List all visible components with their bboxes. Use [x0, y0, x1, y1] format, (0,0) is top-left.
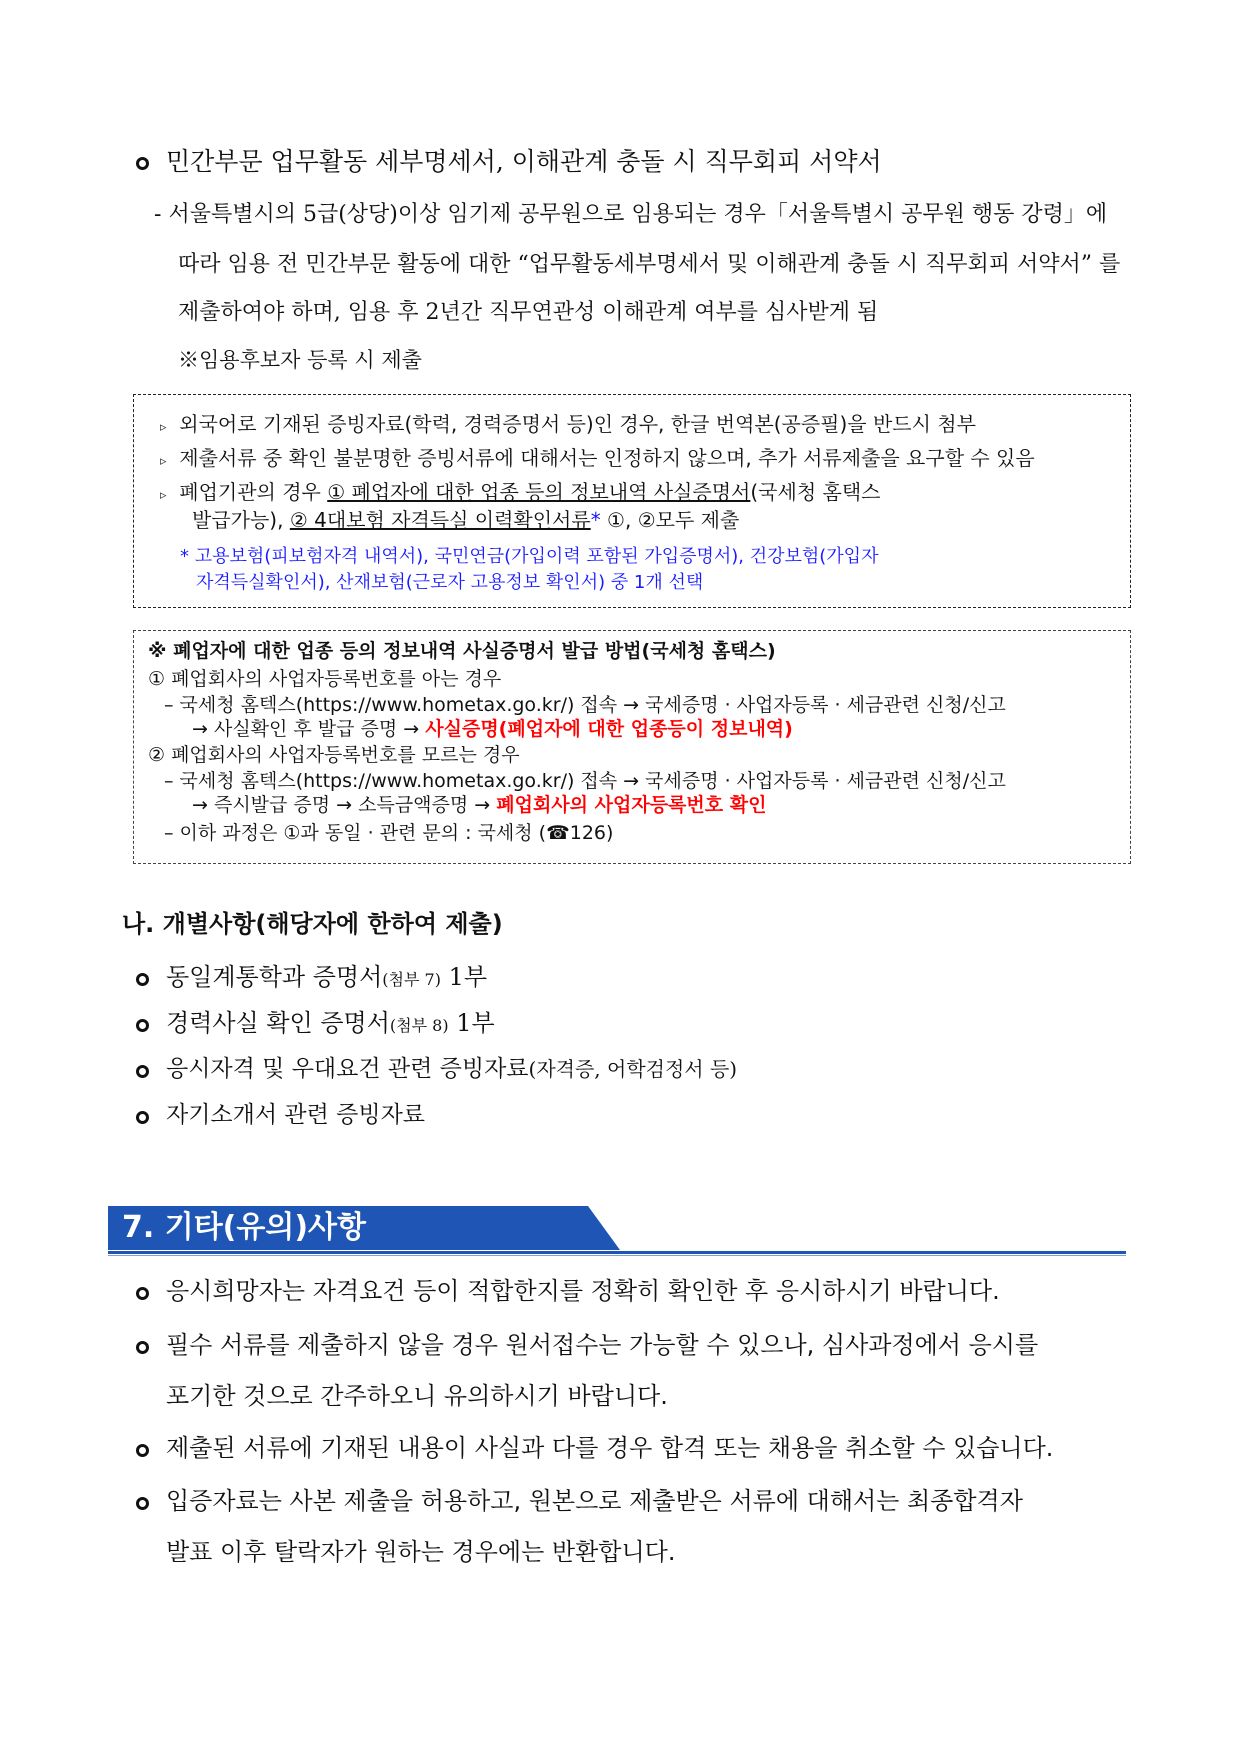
note-text: ※임용후보자 등록 시 제출	[178, 348, 422, 372]
guide-case: ② 폐업회사의 사업자등록번호를 모르는 경우	[148, 744, 520, 766]
bullet-circle	[136, 1444, 149, 1457]
list-item-text: 동일계통학과 증명서	[166, 963, 383, 991]
section-heading: 나. 개별사항(해당자에 한하여 제출)	[122, 910, 503, 938]
list-item-note: (첨부 8)	[389, 1016, 449, 1035]
bullet-circle	[136, 1065, 149, 1078]
notice-paragraph: 응시희망자는 자격요건 등이 적합한지를 정확히 확인한 후 응시하시기 바랍니다.	[166, 1277, 1000, 1305]
paragraph-line: 제출하여야 하며, 임용 후 2년간 직무연관성 이해관계 여부를 심사받게 됨	[178, 300, 879, 325]
section-title: 7. 기타(유의)사항	[122, 1210, 367, 1245]
underlined-text: ② 4대보험 자격득실 이력확인서류	[289, 508, 591, 532]
guide-step: – 이하 과정은 ①과 동일 · 관련 문의 : 국세청 (☎126)	[164, 822, 614, 844]
guide-step	[192, 717, 793, 741]
paragraph-line: 따라 임용 전 민간부문 활동에 대한 “업무활동세부명세서 및 이해관계 충돌 시 직무회피 서약서” 를	[178, 252, 1121, 277]
footnote: 자격득실확인서), 산재보험(근로자 고용정보 확인서) 중 1개 선택	[196, 572, 704, 593]
guide-step: – 국세청 홈텍스(https://www.hometax.go.kr/) 접속 → 국세증명 · 사업자등록 · 세금관련 신청/신고	[164, 770, 1006, 792]
notice-item-text: 발급가능),	[192, 508, 290, 532]
highlight-text: 폐업회사의 사업자등록번호 확인	[496, 794, 767, 816]
guide-case: ① 폐업회사의 사업자등록번호를 아는 경우	[148, 668, 502, 690]
notice-paragraph: 발표 이후 탈락자가 원하는 경우에는 반환합니다.	[166, 1538, 676, 1566]
list-item-note: (첨부 7)	[382, 970, 441, 989]
list-item	[166, 1008, 495, 1041]
triangle-icon: ▹	[160, 420, 167, 435]
notice-item	[160, 411, 976, 441]
bullet-circle	[136, 1341, 149, 1354]
bullet-circle	[136, 1287, 149, 1300]
footnote: * 고용보험(피보험자격 내역서), 국민연금(가입이력 포함된 가입증명서), 건강보험(가입자	[180, 546, 879, 567]
dash-text: 서울특별시의 5급(상당)이상 임기제 공무원으로 임용되는 경우「서울특별시 공무원 행동 강령」에	[168, 202, 1108, 227]
bullet-circle	[136, 157, 149, 170]
notice-item	[160, 479, 880, 509]
bullet-circle	[136, 973, 149, 986]
guide-step-text: → 사실확인 후 발급 증명 →	[192, 718, 426, 740]
list-item	[166, 1054, 737, 1084]
underlined-text: ① 폐업자에 대한 업종 등의 정보내역 사실증명서	[327, 480, 751, 504]
bullet-circle	[136, 1111, 149, 1124]
list-item-text: 1부	[448, 1009, 495, 1037]
list-item	[166, 962, 487, 995]
heading-business-statement: 민간부문 업무활동 세부명세서, 이해관계 충돌 시 직무회피 서약서	[166, 147, 882, 176]
bullet-circle	[136, 1497, 149, 1510]
dash-paragraph: - 서울특별시의 5급(상당)이상 임기제 공무원으로 임용되는 경우「서울특별시 공무원 행동 강령」에	[154, 202, 1108, 227]
notice-item-text: ①, ②모두 제출	[600, 508, 740, 532]
guide-step-text: → 즉시발급 증명 → 소득금액증명 →	[192, 794, 497, 816]
notice-item-text: (국세청 홈택스	[750, 480, 881, 504]
guide-step	[192, 793, 766, 817]
notice-paragraph: 제출된 서류에 기재된 내용이 사실과 다를 경우 합격 또는 채용을 취소할 수 있습니다.	[166, 1434, 1054, 1462]
notice-item-text: 외국어로 기재된 증빙자료(학력, 경력증명서 등)인 경우, 한글 번역본(공증필)을 반드시 첨부	[179, 412, 976, 436]
triangle-icon: ▹	[160, 454, 167, 469]
notice-item-text: 제출서류 중 확인 불분명한 증빙서류에 대해서는 인정하지 않으며, 추가 서류제출을 요구할 수 있음	[179, 446, 1035, 470]
list-item-text: 경력사실 확인 증명서	[166, 1009, 390, 1037]
notice-paragraph: 포기한 것으로 간주하오니 유의하시기 바랍니다.	[166, 1382, 668, 1410]
certificate-guide-box	[133, 630, 1131, 864]
list-item: 자기소개서 관련 증빙자료	[166, 1102, 426, 1128]
notice-item	[160, 445, 1035, 475]
list-item-note: (자격증, 어학검정서 등)	[528, 1057, 738, 1081]
notice-item-continued	[192, 507, 739, 533]
asterisk-mark: *	[590, 508, 601, 532]
bullet-circle	[136, 1019, 149, 1032]
notice-paragraph: 필수 서류를 제출하지 않을 경우 원서접수는 가능할 수 있으나, 심사과정에서 응시를	[166, 1331, 1039, 1359]
highlight-text: 사실증명(폐업자에 대한 업종등이 정보내역)	[425, 718, 793, 740]
list-item-text: 응시자격 및 우대요건 관련 증빙자료	[166, 1056, 529, 1082]
guide-step: – 국세청 홈텍스(https://www.hometax.go.kr/) 접속 → 국세증명 · 사업자등록 · 세금관련 신청/신고	[164, 694, 1006, 716]
triangle-icon: ▹	[160, 488, 167, 503]
section-header-bar	[108, 1206, 1126, 1258]
notice-box	[133, 394, 1131, 608]
notice-paragraph: 입증자료는 사본 제출을 허용하고, 원본으로 제출받은 서류에 대해서는 최종합격자	[166, 1487, 1023, 1515]
guide-title: ※ 폐업자에 대한 업종 등의 정보내역 사실증명서 발급 방법(국세청 홈택스)	[148, 640, 776, 662]
list-item-text: 1부	[440, 963, 488, 991]
notice-item-text: 폐업기관의 경우	[179, 480, 328, 504]
